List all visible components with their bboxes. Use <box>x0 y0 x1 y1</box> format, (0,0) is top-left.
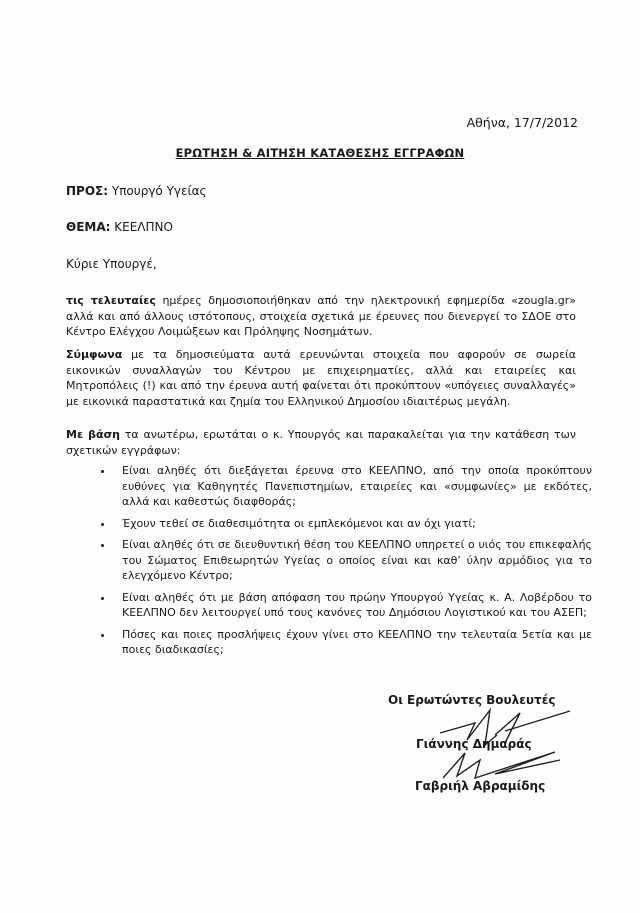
document-title: ΕΡΩΤΗΣΗ & ΑΙΤΗΣΗ ΚΑΤΑΘΕΣΗΣ ΕΓΓΡΑΦΩΝ <box>175 146 465 160</box>
recipient-line <box>66 184 207 198</box>
subject-line <box>66 220 173 234</box>
paragraph-lead: Με βάση <box>66 428 121 441</box>
signature-scribble-2 <box>435 748 575 783</box>
paragraph-2 <box>66 347 576 409</box>
paragraph-text: ημέρες δημοσιοποιήθηκαν από την ηλεκτρονική εφημερίδα «zougla.gr» αλλά και από άλλους ιστότοπους, στοιχεία σχετικά με έρευνες που διενεργεί το ΣΔΟΕ στο Κέντρο Ελέγχου Λοιμώξεων και Πρόληψης Νοσημάτων. <box>66 294 576 338</box>
salutation: Κύριε Υπουργέ, <box>66 257 157 271</box>
signer-name-1: Γιάννης Δημαράς <box>416 737 532 751</box>
paragraph-text: τα ανωτέρω, ερωτάται ο κ. Υπουργός και παρακαλείται για την κατάθεση των σχετικών εγγράφων: <box>66 428 576 457</box>
recipient-value: Υπουργό Υγείας <box>111 184 207 198</box>
paragraph-1 <box>66 293 576 340</box>
question-item: • Είναι αληθές ότι σε διευθυντική θέση του ΚΕΕΛΠΝΟ υπηρετεί ο υιός του επικεφαλής του Σώματος Επιθεωρητών Υγείας ο οποίος είναι και καθ’ ύλην αρμόδιος για το ελεγχόμενο Κέντρο; <box>114 537 592 584</box>
question-item: • Είναι αληθές ότι με βάση απόφαση του πρώην Υπουργού Υγείας κ. Α. Λοβέρδου το ΚΕΕΛΠΝΟ δεν λειτουργεί υπό τους κανόνες του Δημόσιου Λογιστικού και του ΑΣΕΠ; <box>114 590 592 621</box>
questions-list <box>100 463 592 664</box>
paragraph-lead: τις τελευταίες <box>66 294 156 307</box>
question-item: • Είναι αληθές ότι διεξάγεται έρευνα στο ΚΕΕΛΠΝΟ, από την οποία προκύπτουν ευθύνες για Καθηγητές Πανεπιστημίων, εταιρείες και «συμφωνίες» με εκδότες, αλλά και καθεστώς διαφθοράς; <box>114 463 592 510</box>
paragraph-text: με τα δημοσιεύματα αυτά ερευνώνται στοιχεία που αφορούν σε σωρεία εικονικών συναλλαγών του Κέντρου με επιχειρηματίες, αλλά και εταιρείες και Μητροπόλεις (!) και από την έρευνα αυτή φαίνεται ότι προκύπτουν «υπόγειες συναλλαγές» με εικονικά παραστατικά και ζημία του Ελληνικού Δημοσίου ιδιαιτέρως μεγάλη. <box>66 348 576 408</box>
paragraph-3 <box>66 427 576 458</box>
signatures-heading: Οι Ερωτώντες Βουλευτές <box>388 693 556 707</box>
recipient-label: ΠΡΟΣ: <box>66 184 109 198</box>
subject-label: ΘΕΜΑ: <box>66 220 111 234</box>
place-date: Αθήνα, 17/7/2012 <box>466 115 578 130</box>
paragraph-lead: Σύμφωνα <box>66 348 123 361</box>
question-item: • Πόσες και ποιες προσλήψεις έχουν γίνει στο ΚΕΕΛΠΝΟ την τελευταία 5ετία και με ποιες διαδικασίες; <box>114 627 592 658</box>
question-item: • Έχουν τεθεί σε διαθεσιμότητα οι εμπλεκόμενοι και αν όχι γιατί; <box>114 516 592 532</box>
subject-value: ΚΕΕΛΠΝΟ <box>114 220 173 234</box>
signer-name-2: Γαβριήλ Αβραμίδης <box>415 779 546 793</box>
